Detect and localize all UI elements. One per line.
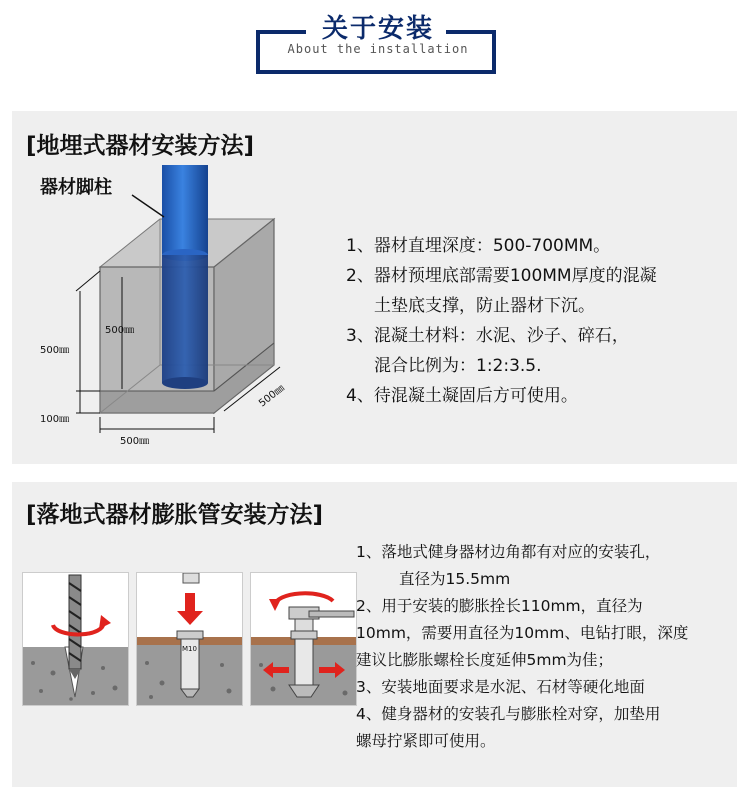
post-above-ground	[162, 165, 208, 255]
step-2-cont-b: 建议比膨胀螺栓长度延伸5mm为佳；	[356, 651, 614, 669]
step-1: 1、器材直埋深度：500-700MM。	[346, 236, 611, 256]
dim-inner-height: 500㎜	[105, 325, 135, 336]
dim-width: 500㎜	[120, 436, 150, 447]
dim-depth: 500㎜	[257, 382, 287, 410]
tighten-bolt-image	[250, 572, 357, 706]
step-4: 4、健身器材的安装孔与膨胀栓对穿，加垫用	[356, 705, 661, 723]
step-2-cont: 土垫底支撑，防止器材下沉。	[374, 296, 595, 316]
dim-bottom-height: 100㎜	[40, 414, 70, 425]
section-title-buried: [地埋式器材安装方法]	[26, 133, 255, 159]
section-expansion-install	[12, 482, 737, 787]
step-2: 2、用于安装的膨胀拴长110mm，直径为	[356, 597, 643, 615]
step-3: 3、混凝土材料：水泥、沙子、碎石，	[346, 326, 629, 346]
step-4-cont: 螺母拧紧即可使用。	[356, 732, 496, 750]
page-subtitle: About the installation	[287, 42, 469, 56]
step-3: 3、安装地面要求是水泥、石材等硬化地面	[356, 678, 645, 696]
post-buried	[162, 255, 208, 383]
step-2-cont-a: 10mm，需要用直径为10mm、电钻打眼，深度	[356, 624, 689, 642]
buried-install-diagram	[12, 111, 332, 451]
step-3-cont: 混合比例为：1:2:3.5.	[374, 356, 542, 376]
buried-install-steps	[346, 231, 731, 411]
step-1-cont: 直径为15.5mm	[399, 570, 511, 588]
expansion-install-steps	[356, 539, 734, 755]
post-label: 器材脚柱	[40, 177, 112, 198]
dim-left-height: 500㎜	[40, 345, 70, 356]
section-buried-install	[12, 111, 737, 464]
insert-bolt-image	[136, 572, 243, 706]
step-1: 1、落地式健身器材边角都有对应的安装孔，	[356, 543, 661, 561]
step-2: 2、器材预埋底部需要100MM厚度的混凝	[346, 266, 657, 286]
page-title: 关于安装	[321, 14, 434, 44]
bolt-label: M10	[182, 645, 197, 653]
drill-step-image	[22, 572, 129, 706]
section-title-expansion: [落地式器材膨胀管安装方法]	[26, 502, 324, 528]
step-4: 4、待混凝土凝固后方可使用。	[346, 386, 578, 406]
